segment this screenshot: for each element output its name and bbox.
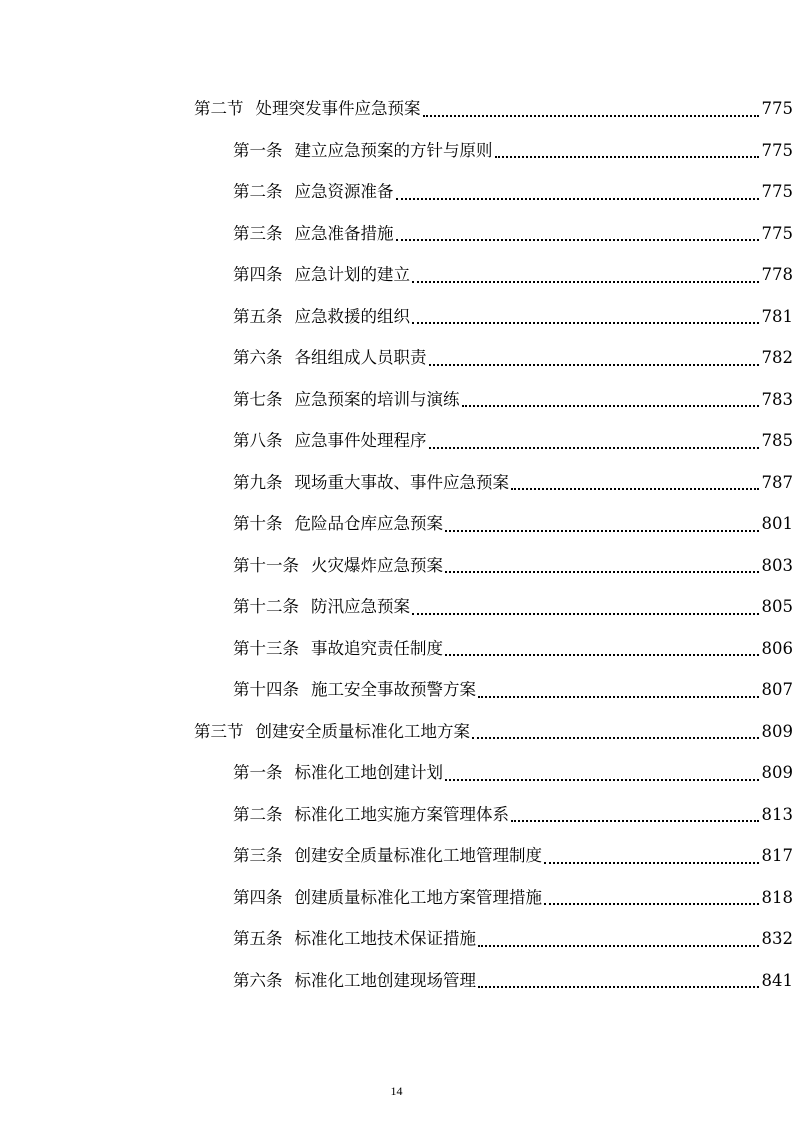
dot-leader xyxy=(445,571,759,573)
toc-entry-title: 处理突发事件应急预案 xyxy=(255,99,421,118)
toc-entry-page: 818 xyxy=(761,887,793,907)
toc-article-entry[interactable] xyxy=(0,171,793,213)
toc-entry-title: 标准化工地创建现场管理 xyxy=(294,970,476,990)
toc-entry-title: 现场重大事故、事件应急预案 xyxy=(294,472,509,492)
toc-entry-title: 火灾爆炸应急预案 xyxy=(311,555,443,575)
toc-entry-title: 创建安全质量标准化工地管理制度 xyxy=(294,846,542,865)
toc-entry-number: 第十二条 xyxy=(233,597,299,616)
dot-leader xyxy=(412,322,759,324)
toc-article-entry[interactable] xyxy=(0,379,793,421)
toc-entry-number: 第十三条 xyxy=(233,638,299,658)
toc-entry-title: 标准化工地创建计划 xyxy=(294,763,443,782)
toc-article-entry[interactable] xyxy=(0,752,793,794)
toc-entry-title: 创建质量标准化工地方案管理措施 xyxy=(294,887,542,907)
toc-entry-number: 第四条 xyxy=(233,887,283,907)
toc-article-entry[interactable] xyxy=(0,503,793,545)
toc-section-entry[interactable] xyxy=(0,88,793,130)
toc-entry-page: 809 xyxy=(761,721,793,741)
dot-leader xyxy=(429,364,759,366)
toc-entry-page: 806 xyxy=(761,638,793,658)
toc-entry-title: 创建安全质量标准化工地方案 xyxy=(255,721,470,741)
toc-entry-title: 应急救援的组织 xyxy=(294,306,410,326)
toc-article-entry[interactable] xyxy=(0,130,793,172)
toc-entry-number: 第五条 xyxy=(233,929,283,948)
dot-leader xyxy=(445,779,759,781)
dot-leader xyxy=(511,820,759,822)
toc-article-entry[interactable] xyxy=(0,835,793,877)
toc-entry-title: 标准化工地实施方案管理体系 xyxy=(294,804,509,824)
toc-entry-page: 775 xyxy=(761,182,793,201)
toc-article-entry[interactable] xyxy=(0,960,793,1002)
toc-entry-page: 775 xyxy=(761,99,793,118)
toc-entry-number: 第八条 xyxy=(233,431,283,450)
dot-leader xyxy=(495,156,759,158)
toc-entry-number: 第五条 xyxy=(233,306,283,326)
toc-entry-title: 应急准备措施 xyxy=(294,223,394,243)
toc-entry-page: 801 xyxy=(761,514,793,533)
toc-entry-title: 建立应急预案的方针与原则 xyxy=(294,140,493,160)
dot-leader xyxy=(412,281,759,283)
table-of-contents xyxy=(0,88,793,1001)
toc-entry-page: 841 xyxy=(761,970,793,990)
toc-entry-number: 第四条 xyxy=(233,265,283,284)
toc-entry-number: 第六条 xyxy=(233,348,283,367)
toc-entry-number: 第一条 xyxy=(233,763,283,782)
dot-leader xyxy=(462,405,759,407)
toc-article-entry[interactable] xyxy=(0,545,793,587)
toc-article-entry[interactable] xyxy=(0,462,793,504)
toc-entry-page: 775 xyxy=(761,223,793,243)
toc-entry-title: 标准化工地技术保证措施 xyxy=(294,929,476,948)
toc-entry-number: 第一条 xyxy=(233,140,283,160)
dot-leader xyxy=(429,447,759,449)
toc-entry-title: 危险品仓库应急预案 xyxy=(294,514,443,533)
toc-article-entry[interactable] xyxy=(0,586,793,628)
toc-entry-page: 813 xyxy=(761,804,793,824)
toc-entry-page: 785 xyxy=(761,431,793,450)
toc-entry-title: 应急事件处理程序 xyxy=(294,431,427,450)
dot-leader xyxy=(544,903,759,905)
dot-leader xyxy=(445,654,759,656)
dot-leader xyxy=(412,613,759,615)
toc-entry-title: 应急预案的培训与演练 xyxy=(294,389,460,409)
toc-article-entry[interactable] xyxy=(0,794,793,836)
toc-entry-number: 第十一条 xyxy=(233,555,299,575)
dot-leader xyxy=(478,986,759,988)
toc-article-entry[interactable] xyxy=(0,420,793,462)
toc-entry-page: 807 xyxy=(761,680,793,699)
toc-entry-title: 防汛应急预案 xyxy=(311,597,410,616)
toc-entry-page: 778 xyxy=(761,265,793,284)
toc-entry-page: 809 xyxy=(761,763,793,782)
dot-leader xyxy=(511,488,759,490)
toc-article-entry[interactable] xyxy=(0,918,793,960)
toc-section-entry[interactable] xyxy=(0,711,793,753)
toc-entry-page: 817 xyxy=(761,846,793,865)
toc-entry-number: 第十四条 xyxy=(233,680,299,699)
toc-article-entry[interactable] xyxy=(0,877,793,919)
dot-leader xyxy=(472,737,759,739)
toc-entry-number: 第二条 xyxy=(233,804,283,824)
toc-entry-number: 第三节 xyxy=(194,721,244,741)
dot-leader xyxy=(423,115,759,117)
dot-leader xyxy=(396,239,759,241)
toc-entry-title: 应急资源准备 xyxy=(294,182,394,201)
toc-article-entry[interactable] xyxy=(0,628,793,670)
toc-entry-number: 第三条 xyxy=(233,223,283,243)
toc-entry-title: 事故追究责任制度 xyxy=(311,638,443,658)
toc-article-entry[interactable] xyxy=(0,213,793,255)
toc-entry-title: 应急计划的建立 xyxy=(294,265,410,284)
toc-entry-number: 第六条 xyxy=(233,970,283,990)
toc-entry-number: 第二节 xyxy=(194,99,244,118)
toc-article-entry[interactable] xyxy=(0,337,793,379)
toc-entry-title: 施工安全事故预警方案 xyxy=(311,680,476,699)
page-number: 14 xyxy=(390,1084,403,1098)
toc-article-entry[interactable] xyxy=(0,254,793,296)
toc-entry-number: 第七条 xyxy=(233,389,283,409)
toc-entry-page: 775 xyxy=(761,140,793,160)
toc-entry-title: 各组组成人员职责 xyxy=(294,348,427,367)
toc-entry-page: 805 xyxy=(761,597,793,616)
toc-entry-page: 783 xyxy=(761,389,793,409)
dot-leader xyxy=(478,945,759,947)
dot-leader xyxy=(396,198,759,200)
toc-entry-number: 第九条 xyxy=(233,472,283,492)
dot-leader xyxy=(445,530,759,532)
dot-leader xyxy=(478,696,759,698)
toc-entry-page: 781 xyxy=(761,306,793,326)
toc-entry-page: 803 xyxy=(761,555,793,575)
toc-entry-page: 787 xyxy=(761,472,793,492)
toc-entry-number: 第十条 xyxy=(233,514,283,533)
toc-entry-page: 832 xyxy=(761,929,793,948)
toc-article-entry[interactable] xyxy=(0,296,793,338)
toc-entry-page: 782 xyxy=(761,348,793,367)
toc-entry-number: 第二条 xyxy=(233,182,283,201)
toc-entry-number: 第三条 xyxy=(233,846,283,865)
toc-article-entry[interactable] xyxy=(0,669,793,711)
dot-leader xyxy=(544,862,759,864)
